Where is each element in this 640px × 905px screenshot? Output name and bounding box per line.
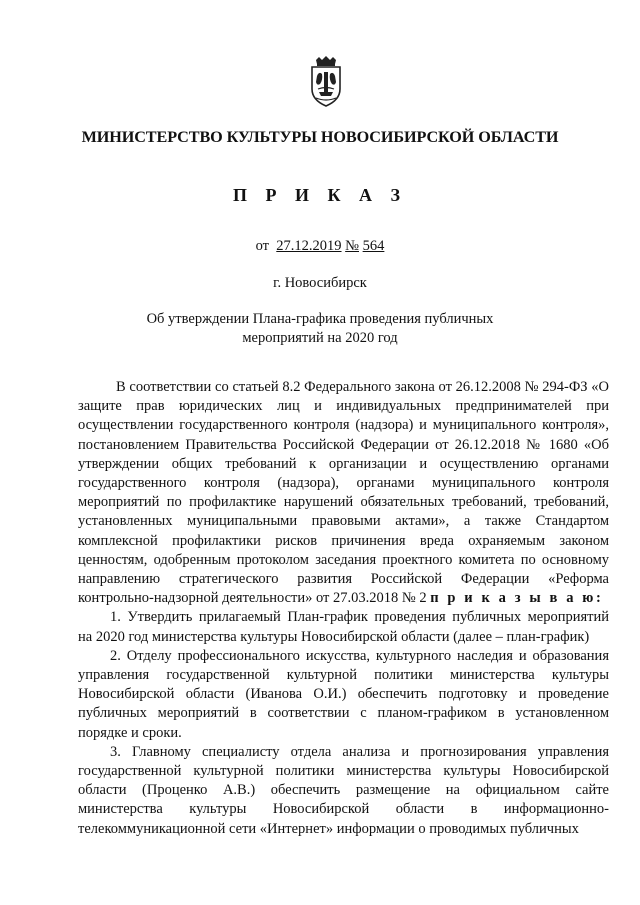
item-3: 3. Главному специалисту отдела анализа и прогнозирования управления государственной культурной политики министерства культуры Новосибирской области (Проценко А.В.) обеспечить размещение на официальном сайте министерства культуры Новосибирской области в информационно-телекоммуникационной сети «Интернет» информации о проводимых публичных	[78, 743, 609, 837]
subject-line-1: Об утверждении Плана-графика проведения публичных	[146, 311, 494, 327]
order-word: п р и к а з ы в а ю:	[430, 590, 604, 607]
coat-of-arms-icon	[307, 56, 345, 108]
item-2: 2. Отделу профессионального искусства, культурного наследия и образования управления государственной культурной политики министерства культуры Новосибирской области (Иванова О.И.) обеспечить подготовку и проведение публичных мероприятий в соответствии с планом-графиком в установленном порядке и сроки.	[78, 647, 609, 741]
order-subject	[0, 310, 640, 348]
order-number: 564	[362, 238, 385, 254]
ministry-title: МИНИСТЕРСТВО КУЛЬТУРЫ НОВОСИБИРСКОЙ ОБЛАСТИ	[81, 128, 559, 146]
order-body	[78, 378, 609, 839]
city: г. Новосибирск	[273, 275, 367, 291]
document-type: П Р И К А З	[232, 185, 408, 205]
order-date-line	[0, 238, 640, 255]
subject-line-2: мероприятий на 2020 год	[242, 330, 398, 346]
preamble-text: В соответствии со статьей 8.2 Федерального закона от 26.12.2008 № 294-ФЗ «О защите прав юридических лиц и индивидуальных предпринимателей при осуществлении государственного контроля (надзора) и муниципального контроля», постановлением Правительства Российской Федерации от 26.12.2018 № 1680 «Об утверждении общих требований к организации и осуществлению органами государственного контроля (надзора), органами муниципального контроля мероприятий по профилактике нарушений обязательных требований, требований, установленных муниципальными правовыми актами», а также Стандартом комплексной профилактики рисков причинения вреда охраняемым законом ценностям, одобренным протоколом заседания проектного комитета по основному направлению стратегического развития Российской Федерации «Реформа контрольно-надзорной деятельности» от 27.03.2018 № 2	[78, 379, 609, 607]
date-prefix: от	[255, 238, 270, 254]
number-sign: №	[345, 238, 359, 254]
preamble-paragraph	[78, 378, 609, 608]
item-1: 1. Утвердить прилагаемый План-график проведения публичных мероприятий на 2020 год министерства культуры Новосибирской области (далее – план-график)	[78, 609, 609, 645]
order-date: 27.12.2019	[276, 238, 342, 254]
